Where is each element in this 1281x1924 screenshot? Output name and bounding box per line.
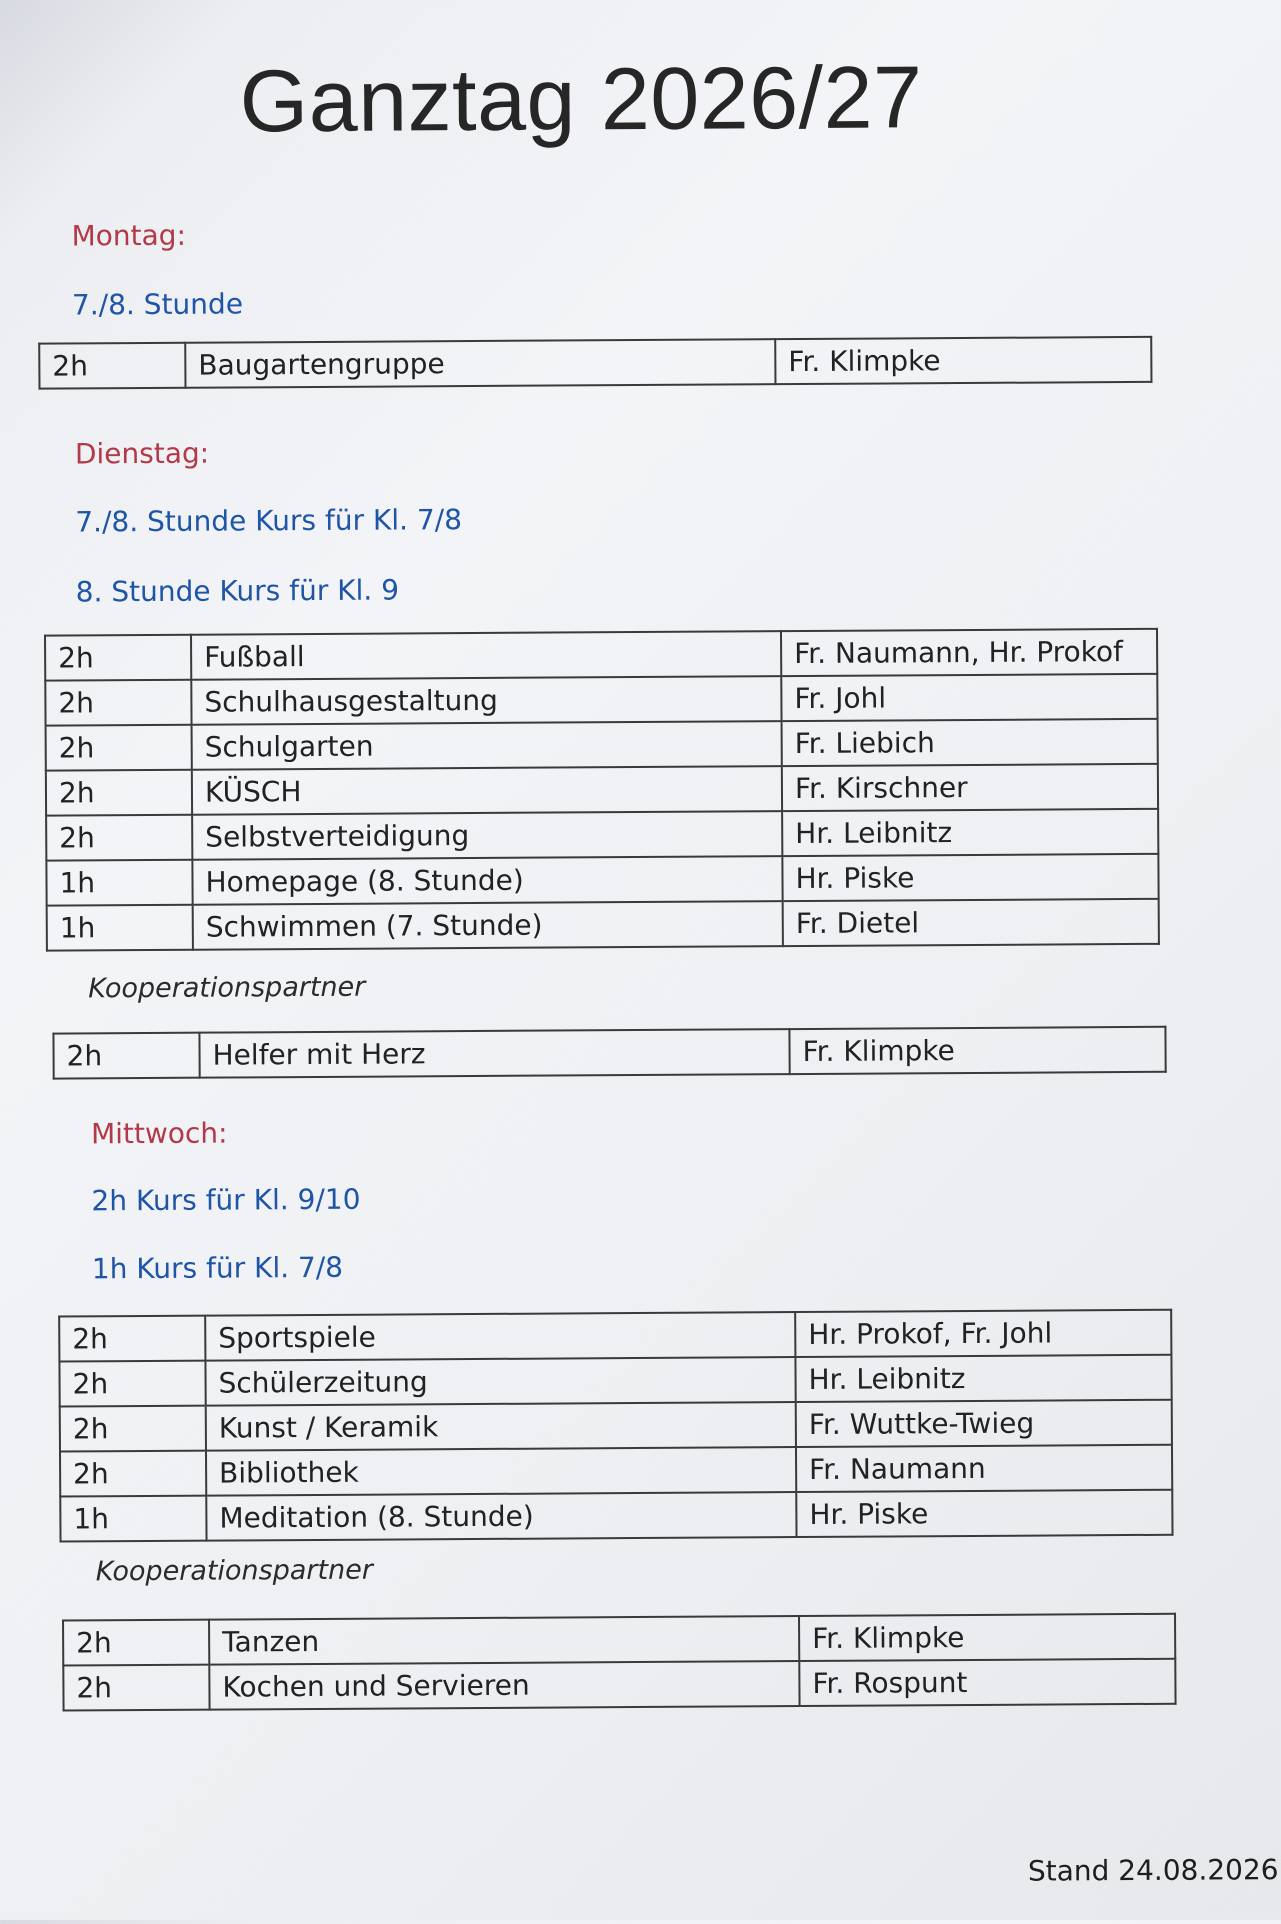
teacher-cell: Fr. Klimpke (789, 1027, 1165, 1074)
hours-cell: 1h (47, 905, 193, 951)
hours-cell: 1h (60, 1496, 206, 1542)
course-cell: KÜSCH (192, 766, 782, 815)
hours-cell: 2h (39, 343, 185, 389)
mittwoch-subheading-1: 2h Kurs für Kl. 9/10 (91, 1182, 361, 1218)
course-cell: Helfer mit Herz (199, 1029, 789, 1078)
hours-cell: 2h (46, 770, 192, 816)
course-cell: Schülerzeitung (205, 1357, 795, 1406)
hours-cell: 2h (63, 1665, 209, 1711)
teacher-cell: Hr. Leibnitz (782, 809, 1158, 856)
teacher-cell: Fr. Naumann, Hr. Prokof (781, 629, 1157, 676)
table-row (45, 674, 1157, 726)
course-cell: Homepage (8. Stunde) (192, 856, 782, 905)
table-row (46, 719, 1158, 771)
teacher-cell: Fr. Klimpke (775, 337, 1151, 384)
table-row (63, 1659, 1175, 1711)
hours-cell: 2h (59, 1316, 205, 1362)
hours-cell: 2h (46, 725, 192, 771)
day-heading-dienstag: Dienstag: (74, 436, 210, 471)
teacher-cell: Fr. Naumann (796, 1445, 1172, 1492)
hours-cell: 2h (60, 1406, 206, 1452)
mittwoch-table (58, 1309, 1173, 1543)
dienstag-table (44, 628, 1160, 952)
table-row (60, 1400, 1172, 1452)
hours-cell: 2h (46, 815, 192, 861)
course-cell: Baugartengruppe (185, 339, 775, 388)
course-cell: Schulhausgestaltung (191, 676, 781, 725)
course-cell: Fußball (191, 631, 781, 680)
table-row (59, 1310, 1171, 1362)
stand-date: Stand 24.08.2026 (1027, 1853, 1279, 1888)
hours-cell: 2h (45, 635, 191, 681)
course-cell: Selbstverteidigung (192, 811, 782, 860)
hours-cell: 1h (46, 860, 192, 906)
dienstag-subheading-1: 7./8. Stunde Kurs für Kl. 7/8 (75, 503, 463, 539)
teacher-cell: Fr. Klimpke (799, 1614, 1175, 1661)
kooperationspartner-label-mittwoch: Kooperationspartner (95, 1554, 373, 1588)
teacher-cell: Fr. Johl (781, 674, 1157, 721)
course-cell: Schwimmen (7. Stunde) (193, 901, 783, 950)
teacher-cell: Fr. Dietel (783, 899, 1159, 946)
course-cell: Kunst / Keramik (206, 1402, 796, 1451)
teacher-cell: Hr. Piske (796, 1490, 1172, 1537)
table-row (53, 1027, 1165, 1079)
dienstag-koop-table (52, 1026, 1166, 1080)
teacher-cell: Fr. Wuttke-Twieg (796, 1400, 1172, 1447)
kooperationspartner-label-dienstag: Kooperationspartner (88, 971, 366, 1005)
hours-cell: 2h (60, 1451, 206, 1497)
teacher-cell: Fr. Rospunt (799, 1659, 1175, 1706)
hours-cell: 2h (63, 1620, 209, 1666)
table-row (46, 764, 1158, 816)
table-row (60, 1445, 1172, 1497)
montag-subheading: 7./8. Stunde (71, 287, 244, 322)
course-cell: Tanzen (209, 1616, 799, 1665)
hours-cell: 2h (45, 680, 191, 726)
teacher-cell: Hr. Piske (782, 854, 1158, 901)
table-row (46, 854, 1158, 906)
mittwoch-subheading-2: 1h Kurs für Kl. 7/8 (91, 1250, 344, 1286)
day-heading-montag: Montag: (71, 218, 187, 253)
table-row (63, 1614, 1175, 1666)
table-row (39, 337, 1151, 389)
mittwoch-koop-table (62, 1613, 1177, 1712)
course-cell: Meditation (8. Stunde) (206, 1492, 796, 1541)
table-row (59, 1355, 1171, 1407)
course-cell: Kochen und Servieren (209, 1661, 799, 1710)
hours-cell: 2h (53, 1033, 199, 1079)
page-title: Ganztag 2026/27 (239, 47, 923, 151)
teacher-cell: Hr. Prokof, Fr. Johl (795, 1310, 1171, 1357)
teacher-cell: Fr. Liebich (782, 719, 1158, 766)
table-row (47, 899, 1159, 951)
dienstag-subheading-2: 8. Stunde Kurs für Kl. 9 (75, 573, 400, 609)
table-row (60, 1490, 1172, 1542)
course-cell: Bibliothek (206, 1447, 796, 1496)
course-cell: Schulgarten (192, 721, 782, 770)
day-heading-mittwoch: Mittwoch: (90, 1116, 228, 1151)
course-cell: Sportspiele (205, 1312, 795, 1361)
teacher-cell: Fr. Kirschner (782, 764, 1158, 811)
table-row (46, 809, 1158, 861)
teacher-cell: Hr. Leibnitz (795, 1355, 1171, 1402)
table-row (45, 629, 1157, 681)
hours-cell: 2h (59, 1361, 205, 1407)
montag-table (38, 336, 1152, 390)
